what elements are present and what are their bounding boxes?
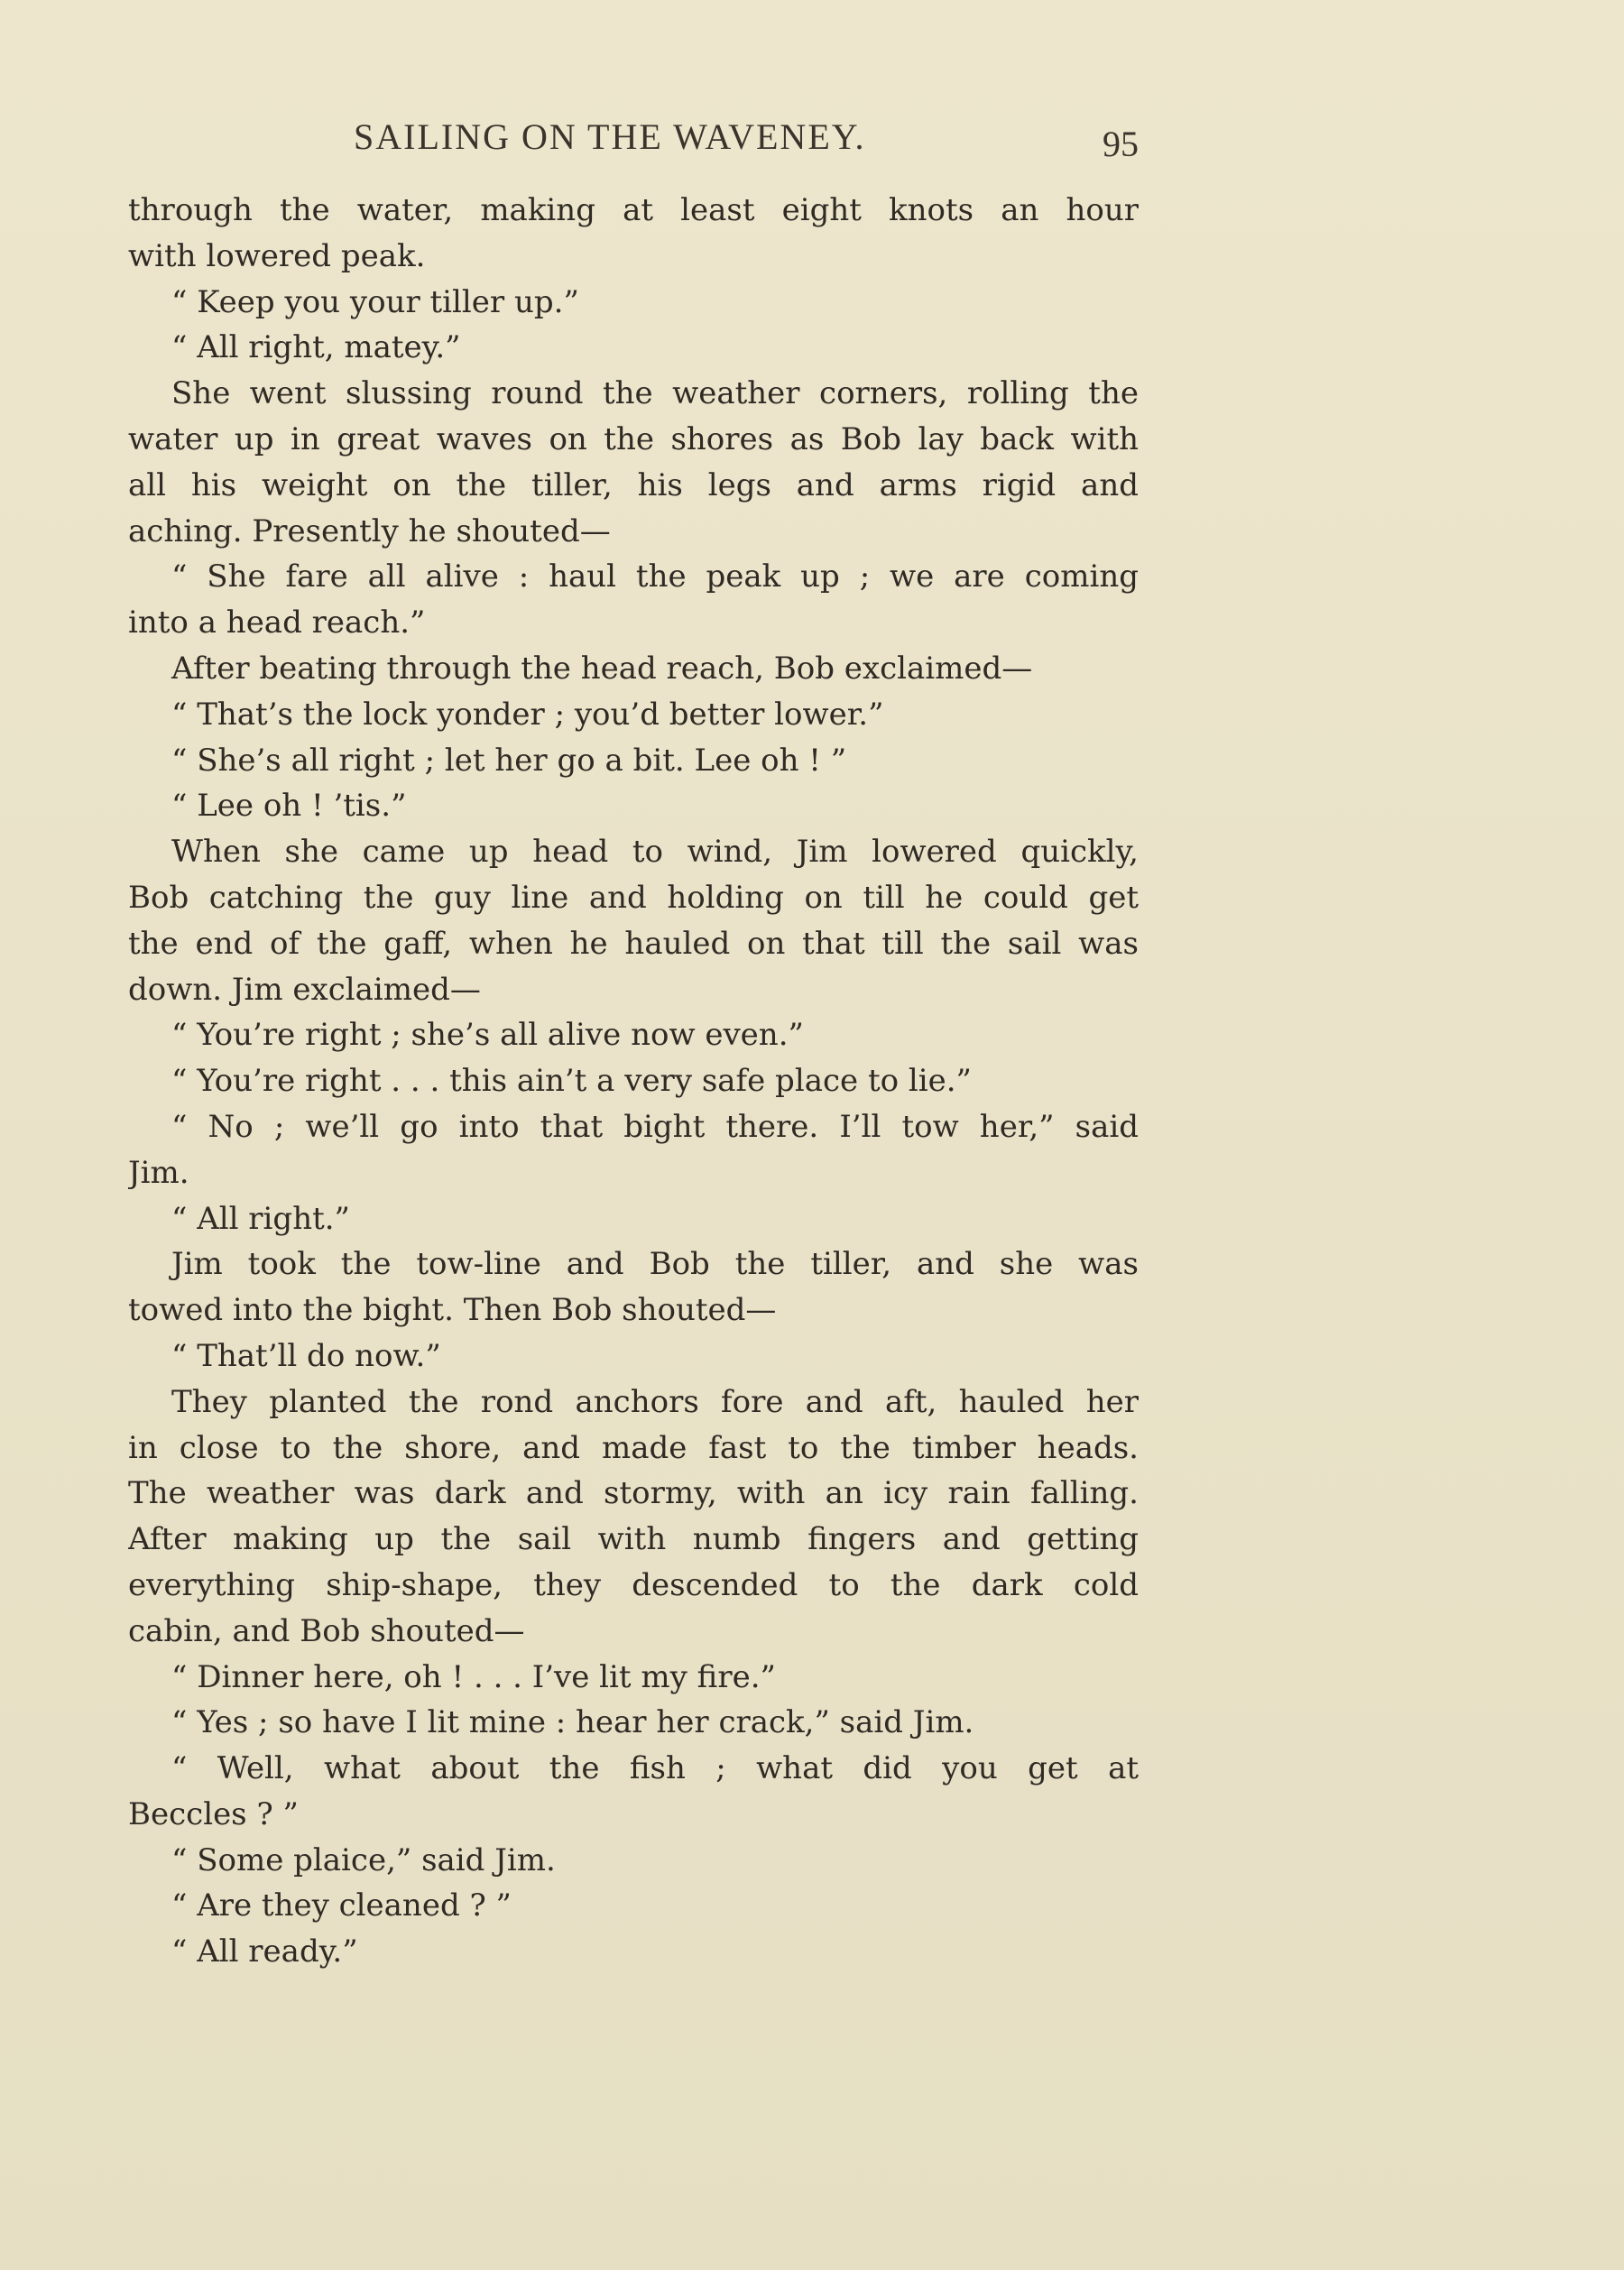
text-line: through the water, making at least eight knots an hour (128, 192, 1139, 228)
text-line: “ Keep you your tiller up.” (171, 283, 579, 320)
text-line: Jim. (128, 1154, 189, 1191)
page-header (128, 106, 1139, 170)
page-number: 95 (1103, 124, 1139, 164)
text-line: “ You’re right . . . this ain’t a very safe place to lie.” (171, 1063, 972, 1100)
text-line: the end of the gaff, when he hauled on that till the sail was (128, 925, 1139, 962)
text-line: “ All ready.” (171, 1933, 358, 1970)
text-line: The weather was dark and stormy, with an icy rain falling. (128, 1475, 1139, 1512)
text-line: aching. Presently he shouted— (128, 512, 611, 549)
text-line: “ She fare all alive : haul the peak up ; we are coming (171, 558, 1139, 595)
text-line: Beccles ? ” (128, 1795, 299, 1832)
text-line: into a head reach.” (128, 604, 426, 641)
text-line: “ She’s all right ; let her go a bit. Lee oh ! ” (171, 742, 847, 779)
body-text (128, 188, 1139, 1975)
text-line: everything ship-shape, they descended to the dark cold (128, 1566, 1139, 1603)
text-line: down. Jim exclaimed— (128, 971, 481, 1008)
text-line: When she came up head to wind, Jim lowered quickly, (171, 834, 1139, 871)
text-line: “ Lee oh ! ’tis.” (171, 788, 407, 825)
text-line: “ No ; we’ll go into that bight there. I’ll tow her,” said (171, 1108, 1139, 1145)
text-line: with lowered peak. (128, 237, 426, 274)
text-line: After making up the sail with numb fingers and getting (128, 1521, 1139, 1558)
text-line: “ Are they cleaned ? ” (171, 1887, 512, 1924)
text-line: “ Some plaice,” said Jim. (171, 1841, 556, 1878)
text-line: “ That’ll do now.” (171, 1337, 441, 1374)
text-line: “ Dinner here, oh ! . . . I’ve lit my fire.” (171, 1658, 776, 1695)
text-line: Bob catching the guy line and holding on till he could get (128, 879, 1139, 916)
text-line: water up in great waves on the shores as Bob lay back with (128, 420, 1139, 457)
text-line: “ You’re right ; she’s all alive now even.” (171, 1017, 804, 1054)
text-line: “ All right.” (171, 1200, 350, 1237)
text-line: “ Well, what about the fish ; what did you get at (171, 1750, 1139, 1787)
text-line: in close to the shore, and made fast to the timber heads. (128, 1429, 1139, 1466)
text-line: “ Yes ; so have I lit mine : hear her crack,” said Jim. (171, 1704, 974, 1741)
running-title: SAILING ON THE WAVENEY. (354, 116, 866, 157)
text-line: “ All right, matey.” (171, 329, 461, 366)
text-line: They planted the rond anchors fore and aft, hauled her (171, 1383, 1139, 1420)
text-line: cabin, and Bob shouted— (128, 1612, 525, 1649)
text-line: She went slussing round the weather corners, rolling the (171, 375, 1139, 412)
text-line: Jim took the tow-line and Bob the tiller, and she was (171, 1246, 1139, 1283)
text-line: towed into the bight. Then Bob shouted— (128, 1292, 777, 1329)
text-line: After beating through the head reach, Bob exclaimed— (171, 650, 1033, 687)
text-line: all his weight on the tiller, his legs and arms rigid and (128, 466, 1139, 503)
text-line: “ That’s the lock yonder ; you’d better lower.” (171, 696, 884, 733)
